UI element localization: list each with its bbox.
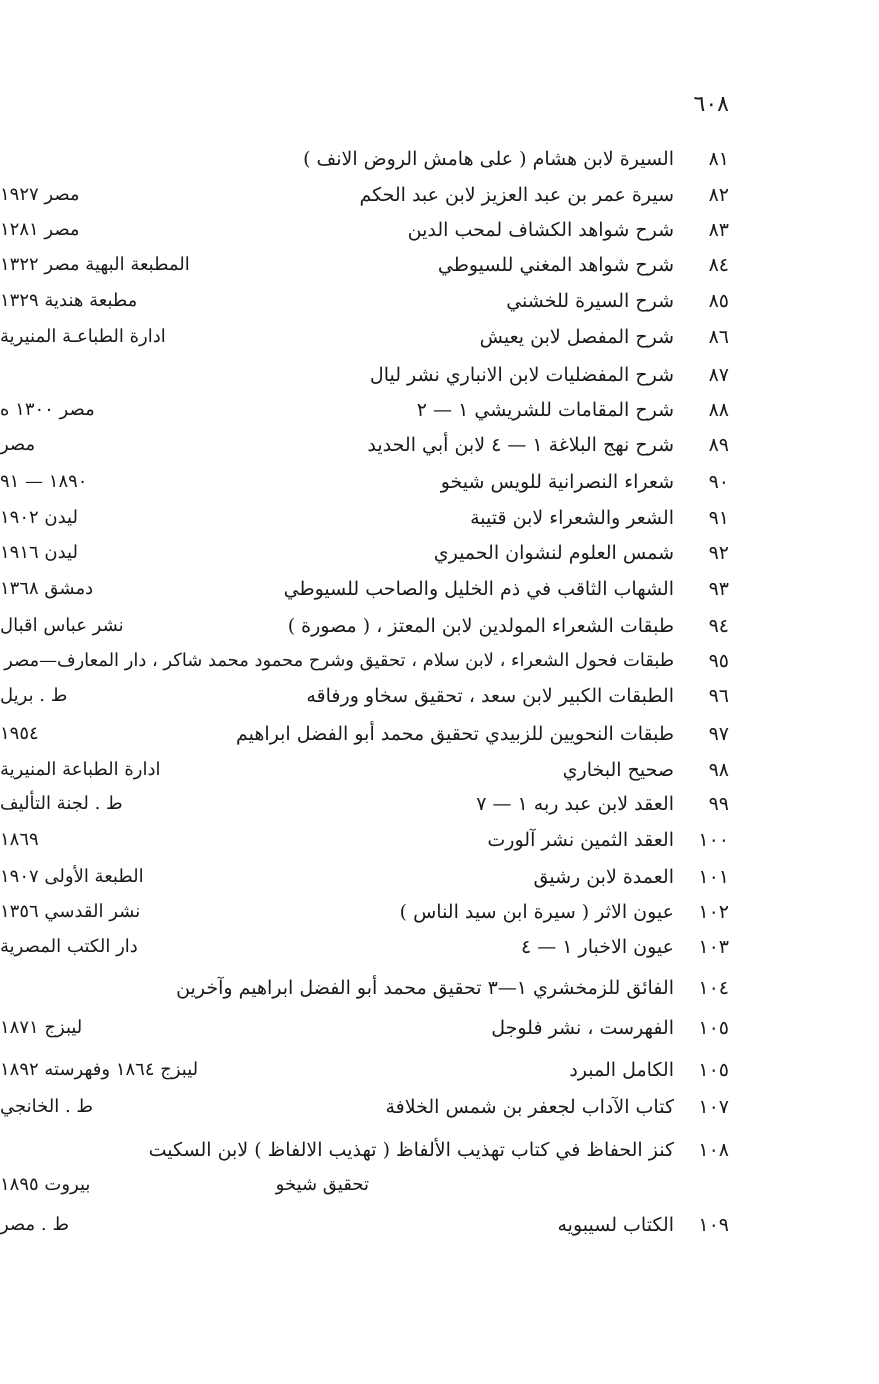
entry-edition: دار الكتب المصرية xyxy=(0,936,138,957)
entry-number: ٩٨ xyxy=(708,759,729,781)
entry-edition: ١٩٥٤ xyxy=(0,723,39,744)
bibliography-entry xyxy=(0,250,879,280)
entry-edition: ليدن ١٩٠٢ xyxy=(0,507,78,528)
entry-title: سيرة عمر بن عبد العزيز لابن عبد الحكم xyxy=(359,184,674,206)
entry-edition: ليدن ١٩١٦ xyxy=(0,542,78,563)
entry-title: شرح المقامات للشريشي ١ — ٢ xyxy=(416,399,674,421)
page-number: ٦٠٨ xyxy=(693,92,729,117)
entry-number: ٩٦ xyxy=(708,685,729,707)
entry-title: شرح المفضليات لابن الانباري نشر ليال xyxy=(369,364,674,386)
entry-title: شرح شواهد الكشاف لمحب الدين xyxy=(407,219,674,241)
bibliography-entry xyxy=(0,1170,879,1200)
bibliography-entry xyxy=(0,467,879,497)
entry-number: ١٠٧ xyxy=(698,1096,729,1118)
entry-edition: ادارة الطباعـة المنيرية xyxy=(0,326,166,347)
entry-number: ١٠٠ xyxy=(698,829,729,851)
bibliography-entry xyxy=(0,1055,879,1085)
entry-number: ١٠٥ xyxy=(698,1017,729,1039)
entry-edition: ١٨٩٠ — ٩١ xyxy=(0,471,88,492)
bibliography-entry xyxy=(0,215,879,245)
entry-title: شرح السيرة للخشني xyxy=(506,290,674,312)
entry-title: طبقات فحول الشعراء ، لابن سلام ، تحقيق وشرح محمود محمد شاكر ، دار المعارف—مصر xyxy=(4,650,674,671)
bibliography-entry xyxy=(0,973,879,1003)
entry-number: ٨٥ xyxy=(708,290,729,312)
entry-edition: ط . بريل xyxy=(0,685,68,706)
entry-title: الشهاب الثاقب في ذم الخليل والصاحب للسيوطي xyxy=(283,578,674,600)
entry-title: الكتاب لسيبويه xyxy=(557,1214,674,1236)
entry-edition: المطبعة البهية مصر ١٣٢٢ xyxy=(0,254,190,275)
bibliography-entry xyxy=(0,825,879,855)
bibliography-entry xyxy=(0,1210,879,1240)
entry-number: ١٠١ xyxy=(698,866,729,888)
entry-title: شرح المفصل لابن يعيش xyxy=(479,326,674,348)
entry-title: الفهرست ، نشر فلوجل xyxy=(491,1017,674,1039)
entry-title: عيون الاخبار ١ — ٤ xyxy=(520,936,674,958)
entry-number: ٨٣ xyxy=(708,219,729,241)
entry-number: ٩٣ xyxy=(708,578,729,600)
entry-number: ٨٢ xyxy=(708,184,729,206)
entry-number: ٨٤ xyxy=(708,254,729,276)
bibliography-entry xyxy=(0,322,879,352)
entry-title: السيرة لابن هشام ( على هامش الروض الانف ) xyxy=(303,148,674,170)
entry-title: صحيح البخاري xyxy=(562,759,674,781)
entry-number: ١٠٣ xyxy=(698,936,729,958)
entry-edition: بيروت ١٨٩٥ xyxy=(0,1174,91,1195)
entry-edition: دمشق ١٣٦٨ xyxy=(0,578,94,599)
entry-title: الفائق للزمخشري ١—٣ تحقيق محمد أبو الفضل ابراهيم وآخرين xyxy=(176,977,674,999)
entry-title: شمس العلوم لنشوان الحميري xyxy=(433,542,674,564)
entry-number: ٩٩ xyxy=(708,793,729,815)
entry-title: الكامل المبرد xyxy=(569,1059,674,1081)
entry-edition: ادارة الطباعة المنيرية xyxy=(0,759,161,780)
bibliography-entry xyxy=(0,681,879,711)
bibliography-entry xyxy=(0,646,879,676)
bibliography-entry xyxy=(0,144,879,174)
entry-title: شرح نهج البلاغة ١ — ٤ لابن أبي الحديد xyxy=(367,434,674,456)
entry-number: ٩٠ xyxy=(708,471,729,493)
entry-number: ١٠٩ xyxy=(698,1214,729,1236)
entry-edition: مصر ١٢٨١ xyxy=(0,219,80,240)
entry-edition: نشر القدسي ١٣٥٦ xyxy=(0,901,141,922)
entry-number: ٩٥ xyxy=(708,650,729,672)
entry-number: ١٠٨ xyxy=(698,1139,729,1161)
entry-number: ١٠٥ xyxy=(698,1059,729,1081)
entry-number: ٨٦ xyxy=(708,326,729,348)
entry-edition: مصر ١٣٠٠ ه xyxy=(0,399,95,420)
entry-number: ٩٤ xyxy=(708,615,729,637)
entry-title: العقد لابن عبد ربه ١ — ٧ xyxy=(476,793,674,815)
bibliography-entry xyxy=(0,395,879,425)
bibliography-entry xyxy=(0,755,879,785)
entry-edition: ط . الخانجي xyxy=(0,1096,94,1117)
entry-continuation: تحقيق شيخو xyxy=(275,1174,369,1195)
bibliography-entry xyxy=(0,862,879,892)
entry-edition: ليبزج ١٨٦٤ وفهرسته ١٨٩٢ xyxy=(0,1059,199,1080)
bibliography-entry xyxy=(0,1135,879,1165)
entry-title: كتاب الآداب لجعفر بن شمس الخلافة xyxy=(385,1096,674,1118)
entry-title: طبقات الشعراء المولدين لابن المعتز ، ( مصورة ) xyxy=(287,615,674,637)
entry-edition: الطبعة الأولى ١٩٠٧ xyxy=(0,866,144,887)
entry-title: عيون الاثر ( سيرة ابن سيد الناس ) xyxy=(399,901,674,923)
entry-edition: ليبزج ١٨٧١ xyxy=(0,1017,83,1038)
entry-edition: ١٨٦٩ xyxy=(0,829,39,850)
entry-title: العمدة لابن رشيق xyxy=(533,866,674,888)
entry-number: ٨٩ xyxy=(708,434,729,456)
bibliography-entry xyxy=(0,1013,879,1043)
bibliography-entry xyxy=(0,574,879,604)
entry-edition: مطبعة هندية ١٣٢٩ xyxy=(0,290,138,311)
bibliography-entry xyxy=(0,360,879,390)
entry-title: الطبقات الكبير لابن سعد ، تحقيق سخاو ورفاقه xyxy=(306,685,674,707)
bibliography-entry xyxy=(0,897,879,927)
entry-number: ٩١ xyxy=(708,507,729,529)
entry-edition: مصر xyxy=(0,434,36,455)
entry-number: ٨٨ xyxy=(708,399,729,421)
entry-number: ١٠٢ xyxy=(698,901,729,923)
entry-number: ٨٧ xyxy=(708,364,729,386)
entry-edition: مصر ١٩٢٧ xyxy=(0,184,80,205)
entry-title: شعراء النصرانية للويس شيخو xyxy=(440,471,674,493)
bibliography-entry xyxy=(0,430,879,460)
entry-title: الشعر والشعراء لابن قتيبة xyxy=(470,507,674,529)
bibliography-entry xyxy=(0,719,879,749)
bibliography-entry xyxy=(0,286,879,316)
entry-title: شرح شواهد المغني للسيوطي xyxy=(437,254,674,276)
entry-number: ٩٢ xyxy=(708,542,729,564)
bibliography-entry xyxy=(0,503,879,533)
entry-title: كنز الحفاظ في كتاب تهذيب الألفاظ ( تهذيب الالفاظ ) لابن السكيت xyxy=(148,1139,674,1161)
bibliography-entry xyxy=(0,538,879,568)
bibliography-entry xyxy=(0,1092,879,1122)
entry-edition: ط . مصر xyxy=(0,1214,69,1235)
bibliography-entry xyxy=(0,611,879,641)
bibliography-entry xyxy=(0,180,879,210)
entry-number: ٩٧ xyxy=(708,723,729,745)
entry-number: ٨١ xyxy=(708,148,729,170)
entry-edition: نشر عباس اقبال xyxy=(0,615,124,636)
entry-edition: ط . لجنة التأليف xyxy=(0,793,123,814)
entry-title: طبقات النحويين للزبيدي تحقيق محمد أبو الفضل ابراهيم xyxy=(235,723,674,745)
entry-title: العقد الثمين نشر آلورت xyxy=(487,829,674,851)
entry-number: ١٠٤ xyxy=(698,977,729,999)
bibliography-entry xyxy=(0,789,879,819)
bibliography-entry xyxy=(0,932,879,962)
